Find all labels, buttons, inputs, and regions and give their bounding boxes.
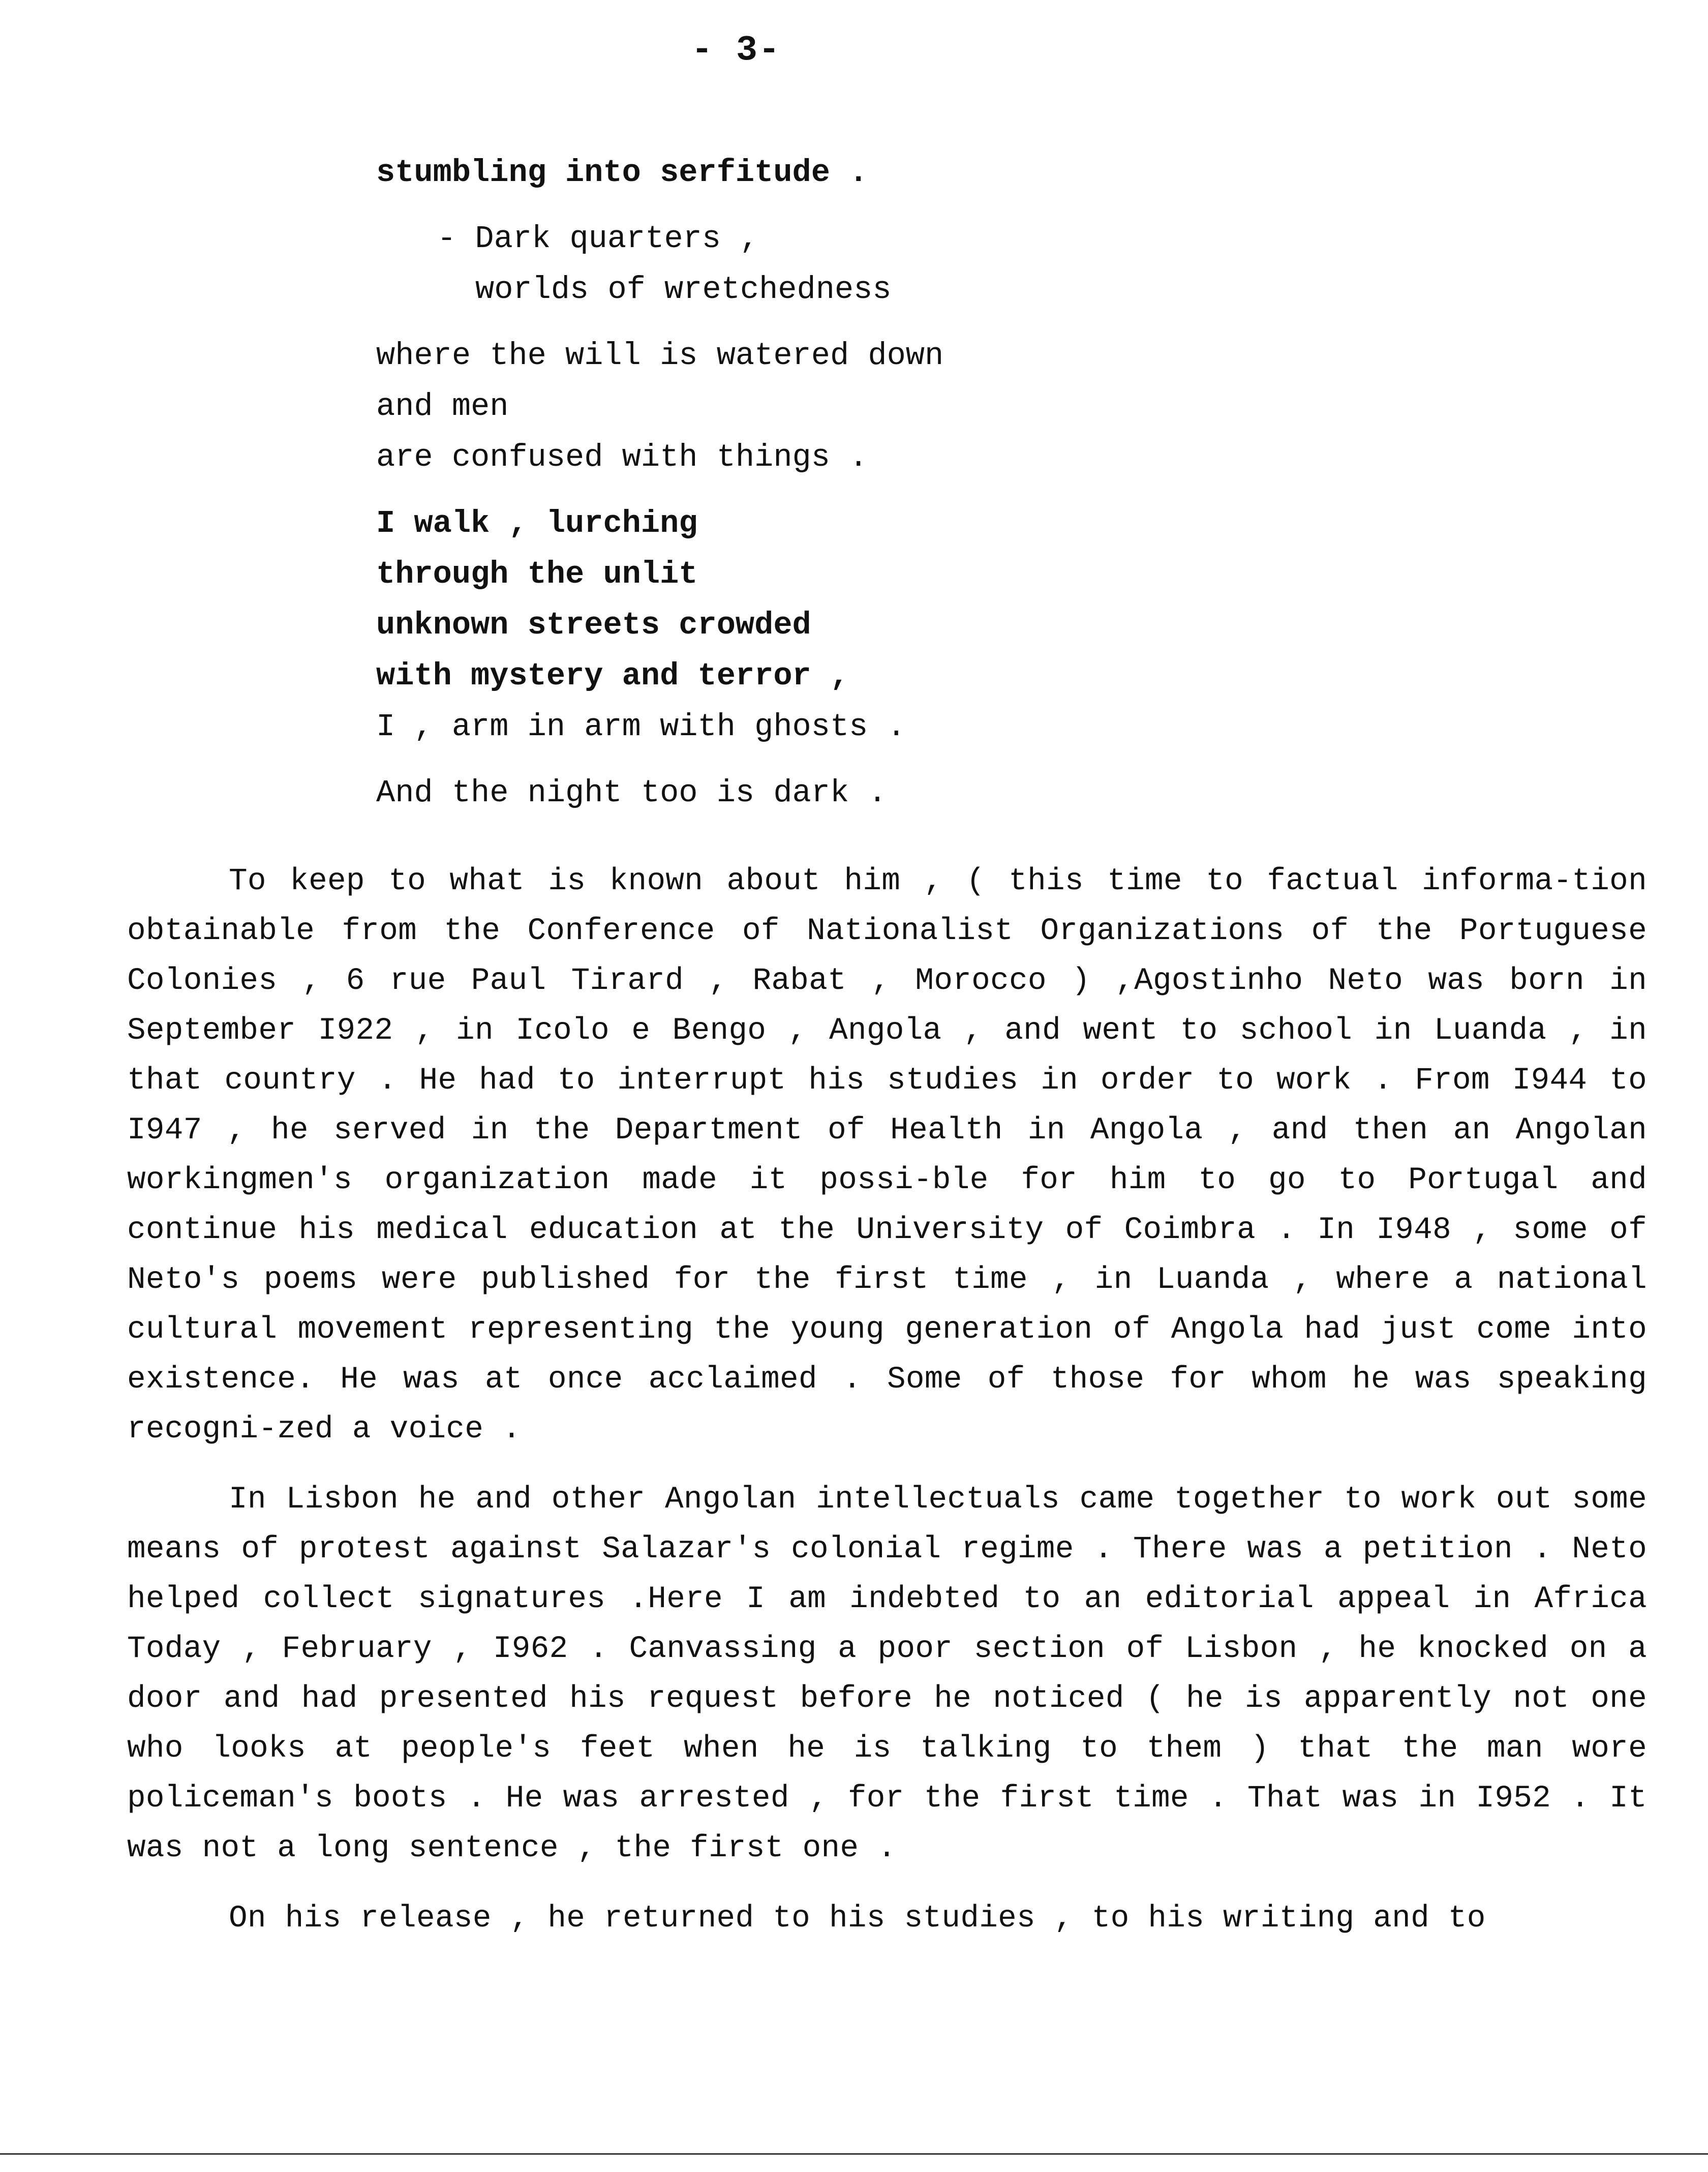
body-text [127, 857, 1647, 1964]
poem-line: - Dark quarters , [437, 221, 759, 257]
paragraph: On his release , he returned to his studies , to his writing and to [229, 1901, 1486, 1936]
poem-line: through the unlit [376, 556, 698, 592]
poem-stanza [376, 498, 1596, 752]
paragraph: In Lisbon he and other Angolan intellectuals came together to work out some means of protest against Salazar's colonial regime . There was a petition . Neto helped collect signatures .Here I am indebted to an editorial appeal in Africa Today , February , I962 . Canvassing a poor section of Lisbon , he knocked on a door and had presented his request before he noticed ( he is apparently not one who looks at people's feet when he is talking to them ) that the man wore policeman's boots . He was arrested , for the first time . That was in I952 . It was not a long sentence , the first one . [127, 1482, 1647, 1866]
poem-stanza [376, 330, 1596, 483]
poem-stanza [376, 214, 1596, 315]
poem-line: I walk , lurching [376, 505, 698, 541]
poem-stanza [376, 147, 1596, 198]
poem-line: and men [376, 388, 509, 425]
poem-line: I , arm in arm with ghosts . [376, 709, 906, 745]
poem-line: where the will is watered down [376, 338, 944, 374]
page-bottom-rule [0, 2153, 1708, 2155]
poem-line: And the night too is dark . [376, 775, 887, 811]
poem-line: worlds of wretchedness [475, 272, 892, 308]
poem-line: with mystery and terror , [376, 658, 849, 694]
poem-line: stumbling into serfitude . [376, 155, 868, 191]
paragraph: To keep to what is known about him , ( this time to factual informa-tion obtainable from the Conference of Nationalist Organizations of the Portuguese Colonies , 6 rue Paul Tirard , Rabat , Morocco ) ,Agostinho Neto was born in September I922 , in Icolo e Bengo , Angola , and went to school in Luanda , in that country . He had to interrupt his studies in order to work . From I944 to I947 , he served in the Department of Health in Angola , and then an Angolan workingmen's organization made it possi-ble for him to go to Portugal and continue his medical education at the University of Coimbra . In I948 , some of Neto's poems were published for the first time , in Luanda , where a national cultural movement representing the young generation of Angola had just come into existence. He was at once acclaimed . Some of those for whom he was speaking recogni-zed a voice . [127, 864, 1647, 1447]
page-number: - 3- [691, 31, 781, 71]
poem-line: are confused with things . [376, 439, 868, 475]
poem-excerpt [376, 147, 1596, 834]
poem-stanza [376, 768, 1596, 819]
poem-line: unknown streets crowded [376, 607, 811, 643]
